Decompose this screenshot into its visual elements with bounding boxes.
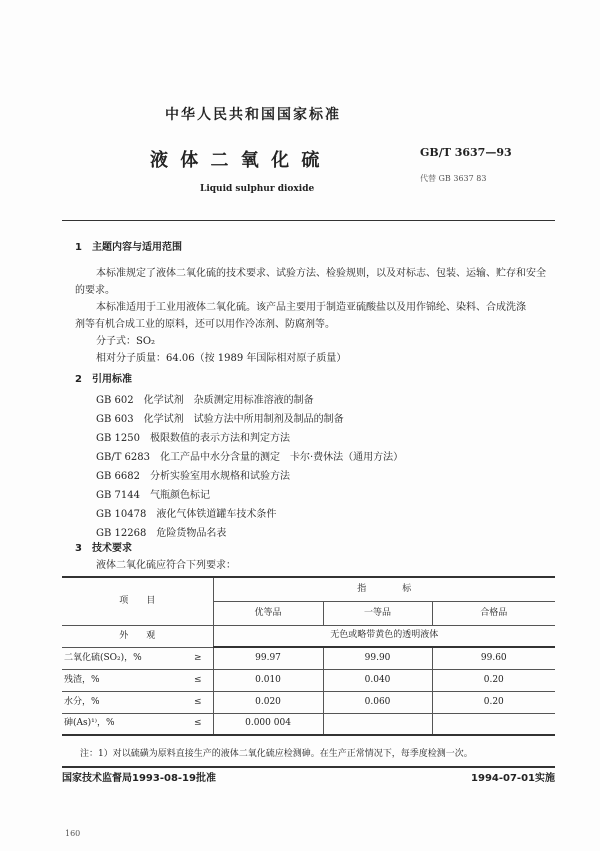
row-name: 残渣，% [62, 669, 183, 691]
reference-item: GB/T 6283 化工产品中水分含量的测定 卡尔·费休法（通用方法） [96, 452, 404, 463]
cell: 99.97 [213, 647, 323, 669]
row-name: 砷(As)¹⁾，% [62, 713, 183, 735]
appearance-label: 外 观 [62, 625, 213, 647]
title-english: Liquid sulphur dioxide [200, 184, 315, 194]
reference-item: GB 10478 液化气体铁道罐车技术条件 [96, 509, 277, 520]
cell: 0.000 004 [213, 713, 323, 735]
cell: 0.20 [432, 669, 555, 691]
section-3-intro: 液体二氧化硫应符合下列要求： [96, 560, 236, 571]
index-header: 指 标 [213, 577, 555, 601]
table-note: 注：1）对以硫磺为原料直接生产的液体二氧化硫应检测砷。在生产正常情况下，每季度检测一次。 [80, 749, 473, 759]
requirements-table [62, 576, 555, 736]
row-operator: ≤ [183, 713, 213, 735]
paragraph: 的要求。 [75, 285, 115, 296]
table-row [62, 691, 555, 713]
reference-item: GB 6682 分析实验室用水规格和试验方法 [96, 471, 290, 482]
document-title: 液 体 二 氧 化 硫 [150, 150, 323, 171]
table-row [62, 713, 555, 735]
standard-code: GB/T 3637—93 [420, 146, 512, 159]
section-1-heading: 1 主题内容与适用范围 [75, 242, 182, 253]
cell: 0.20 [432, 691, 555, 713]
reference-item: GB 7144 气瓶颜色标记 [96, 490, 210, 501]
country-standard: 中华人民共和国国家标准 [165, 107, 341, 123]
section-3-heading: 3 技术要求 [75, 543, 132, 554]
cell [432, 713, 555, 735]
row-operator: ≤ [183, 691, 213, 713]
replaces-code: 代替 GB 3637 83 [420, 174, 487, 183]
row-operator: ≤ [183, 669, 213, 691]
reference-item: GB 602 化学试剂 杂质测定用标准溶液的制备 [96, 395, 314, 406]
page-number: 160 [65, 829, 81, 838]
section-2-heading: 2 引用标准 [75, 374, 132, 385]
grade-header: 一等品 [323, 601, 432, 625]
cell [323, 713, 432, 735]
row-name: 水分，% [62, 691, 183, 713]
cell: 0.040 [323, 669, 432, 691]
grade-header: 合格品 [432, 601, 555, 625]
table-row [62, 647, 555, 669]
header-divider [62, 220, 555, 221]
molecular-mass: 相对分子质量：64.06（按 1989 年国际相对原子质量） [96, 353, 347, 364]
cell: 0.010 [213, 669, 323, 691]
row-operator: ≥ [183, 647, 213, 669]
cell: 0.020 [213, 691, 323, 713]
grade-header: 优等品 [213, 601, 323, 625]
reference-item: GB 12268 危险货物品名表 [96, 528, 227, 539]
cell: 99.60 [432, 647, 555, 669]
reference-item: GB 603 化学试剂 试验方法中所用制剂及制品的制备 [96, 414, 344, 425]
approval-date: 国家技术监督局1993-08-19批准 [62, 773, 216, 784]
paragraph: 本标准规定了液体二氧化硫的技术要求、试验方法、检验规则，以及对标志、包装、运输、贮存和安全 [96, 268, 546, 279]
appearance-value: 无色或略带黄色的透明液体 [213, 625, 555, 647]
cell: 0.060 [323, 691, 432, 713]
item-header: 项 目 [62, 577, 213, 625]
paragraph: 本标准适用于工业用液体二氧化硫。该产品主要用于制造亚硫酸盐以及用作锦纶、染料、合成洗涤 [96, 302, 526, 313]
reference-item: GB 1250 极限数值的表示方法和判定方法 [96, 433, 290, 444]
cell: 99.90 [323, 647, 432, 669]
effective-date: 1994-07-01实施 [471, 773, 555, 784]
paragraph: 剂等有机合成工业的原料，还可以用作冷冻剂、防腐剂等。 [75, 319, 335, 330]
row-name: 二氧化硫(SO₂)，% [62, 647, 183, 669]
molecular-formula: 分子式：SO₂ [96, 336, 156, 347]
footer-divider [62, 766, 555, 768]
table-row [62, 669, 555, 691]
